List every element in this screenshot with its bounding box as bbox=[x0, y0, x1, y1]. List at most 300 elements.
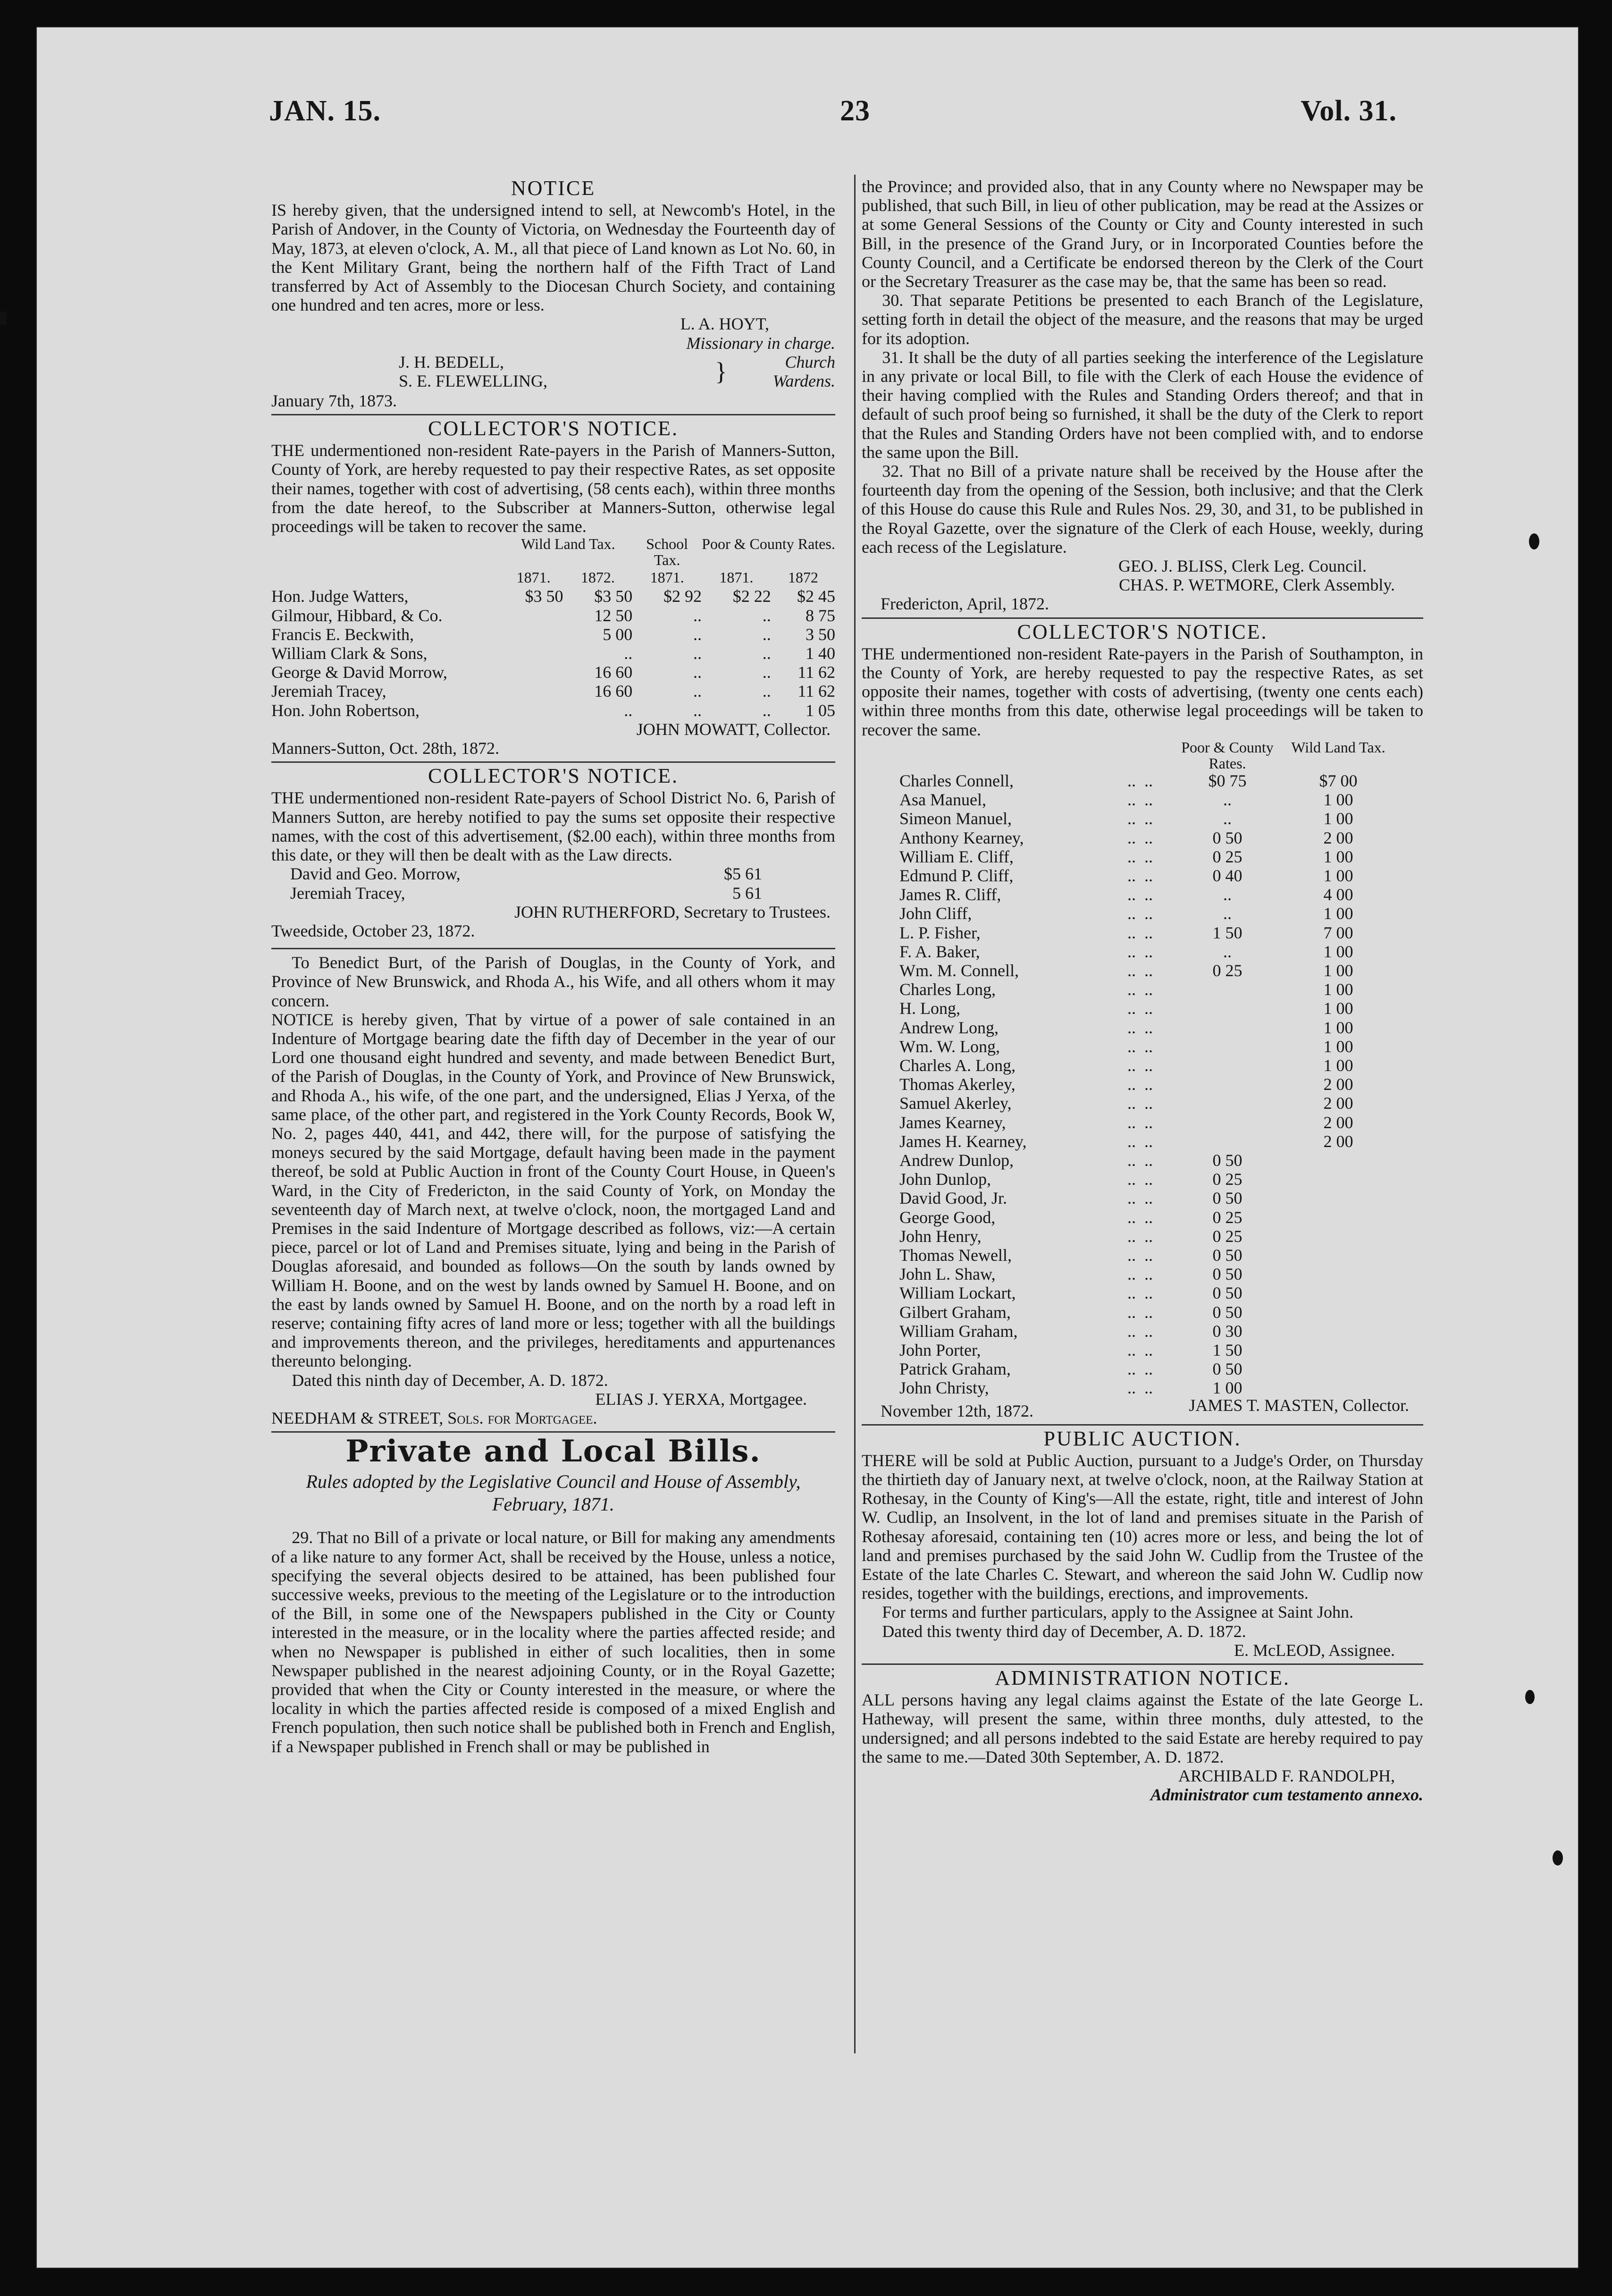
rate-cell: 11 62 bbox=[798, 663, 835, 682]
notice-title: COLLECTOR'S NOTICE. bbox=[1017, 620, 1268, 643]
table-row bbox=[271, 606, 835, 625]
table-row bbox=[271, 682, 835, 701]
rate-cell: .. bbox=[693, 701, 702, 720]
leader-dots: .. .. bbox=[1127, 1340, 1153, 1359]
ratepayer-name: Simeon Manuel, bbox=[899, 809, 1012, 828]
table-row bbox=[862, 1341, 1423, 1359]
wild-land-cell: 1 00 bbox=[1323, 847, 1353, 866]
rate-cell: 16 60 bbox=[594, 682, 633, 701]
rate-cell: $3 50 bbox=[594, 587, 633, 606]
rate-cell: 5 00 bbox=[603, 625, 633, 644]
notice-body: THE undermentioned non-resident Rate-payers in the Parish of Manners-Sutton, County of York, are hereby requested to pay their respective Rates, as set opposite their names, together with cost of advertising, (58 cents each), within three months from the date hereof, to the Subscriber at Manners-Sutton, otherwise legal proceedings will be taken to recover the same. bbox=[271, 441, 835, 536]
poor-rate-cell: 0 25 bbox=[1212, 1170, 1243, 1189]
section-subtitle: Rules adopted by the Legislative Council and House of Assembly, February, 1871. bbox=[306, 1471, 801, 1515]
left-column bbox=[271, 177, 835, 1756]
rate-cell: .. bbox=[693, 644, 702, 663]
public-auction-notice bbox=[862, 1429, 1423, 1660]
ratepayer-name: William Clark & Sons, bbox=[271, 644, 428, 663]
rate-cell: .. bbox=[693, 625, 702, 644]
leader-dots: .. .. bbox=[1127, 1131, 1153, 1151]
page-header bbox=[269, 94, 1397, 151]
rate-cell: .. bbox=[693, 682, 702, 701]
poor-rate-cell: .. bbox=[1223, 904, 1232, 923]
leader-dots: .. .. bbox=[1127, 1189, 1153, 1208]
ratepayer-name: Andrew Dunlop, bbox=[899, 1150, 1014, 1170]
ink-spot bbox=[1553, 1850, 1563, 1866]
leader-dots: .. .. bbox=[1127, 904, 1153, 923]
ratepayer-name: George & David Morrow, bbox=[271, 663, 447, 682]
wild-land-cell: 2 00 bbox=[1323, 1075, 1353, 1094]
wild-land-cell bbox=[1286, 1378, 1390, 1397]
poor-rate-cell: 0 50 bbox=[1212, 828, 1243, 847]
table-row bbox=[862, 904, 1423, 923]
header-page-number: 23 bbox=[840, 95, 870, 127]
leader-dots: .. .. bbox=[1127, 885, 1153, 904]
ratepayer-name: William Graham, bbox=[899, 1321, 1018, 1341]
table-row bbox=[271, 625, 835, 644]
table-row bbox=[862, 1283, 1423, 1302]
leader-dots: .. .. bbox=[1127, 847, 1153, 866]
collector-notice-southampton bbox=[862, 620, 1423, 1420]
ratepayer-name: John Henry, bbox=[899, 1226, 982, 1246]
wild-land-cell: $7 00 bbox=[1319, 771, 1358, 790]
rate-cell bbox=[504, 682, 563, 701]
table-row bbox=[862, 942, 1423, 961]
rate-cell: .. bbox=[762, 682, 771, 701]
rate-cell: .. bbox=[693, 606, 702, 625]
table-row bbox=[862, 1151, 1423, 1170]
table-row bbox=[862, 1227, 1423, 1246]
table-row bbox=[862, 1246, 1423, 1265]
rule-31: 31. It shall be the duty of all parties seeking the interference of the Legislature in any private or local Bill, to file with the Clerk of each House the evidence of their having complied with the Rules and Standing Orders thereof; and that in default of such proof being so furnished, it shall be the duty of the Clerk to report that the Rules and Standing Orders have not been complied with, and to endorse the same upon the Bill. bbox=[862, 347, 1423, 462]
rate-cell: 1 05 bbox=[806, 701, 835, 720]
mortgage-dated: Dated this ninth day of December, A. D. 1872. bbox=[292, 1370, 608, 1390]
year-cell: 1871. bbox=[516, 569, 551, 586]
rate-cell: .. bbox=[693, 663, 702, 682]
notice-title: COLLECTOR'S NOTICE. bbox=[428, 764, 679, 788]
header-date: JAN. 15. bbox=[269, 95, 381, 127]
table-row bbox=[862, 1265, 1423, 1283]
rules-date: Fredericton, April, 1872. bbox=[881, 594, 1049, 614]
table-row bbox=[862, 790, 1423, 809]
ratepayer-name: Wm. W. Long, bbox=[899, 1037, 1000, 1056]
wild-land-cell: 1 00 bbox=[1323, 790, 1353, 810]
poor-rate-cell bbox=[1168, 1037, 1286, 1056]
administrator-name: ARCHIBALD F. RANDOLPH, bbox=[1178, 1766, 1395, 1786]
table-row bbox=[862, 1359, 1423, 1378]
table-row bbox=[862, 1037, 1423, 1056]
rate-cell: 11 62 bbox=[798, 682, 835, 701]
ratepayer-name: James H. Kearney, bbox=[899, 1131, 1027, 1151]
rule-29: 29. That no Bill of a private or local nature, or Bill for making any amendments of a like nature to any former Act, shall be received by the House, unless a notice, specifying the several objects desired to be attained, has been published four successive weeks, previous to the meeting of the Legislature or to the introduction of the Bill, in some one of the Newspapers published in the City or County interested in the measure, or in the locality where the parties affected reside; and when no Newspaper is published in either of such localities, then in some Newspaper published in the nearest adjoining County, or in the Royal Gazette; provided that when the City or County interested in the measure, or where the locality in which the parties affected reside is composed of a mixed English and French population, then such notice shall be published both in French and English, if a Newspaper published in French shall or may be published in bbox=[271, 1528, 835, 1756]
rate-cell: .. bbox=[762, 644, 771, 663]
notice-body: IS hereby given, that the undersigned intend to sell, at Newcomb's Hotel, in the Parish of Andover, in the County of Victoria, on Wednesday the Fourteenth day of May, 1873, at eleven o'clock, A. M., all that piece of Land known as Lot No. 60, in the Kent Military Grant, being the northern half of the Fifth Tract of Land transferred by Act of Assembly to the Diocesan Church Society, and containing one hundred and ten acres, more or less. bbox=[271, 201, 835, 315]
table-row bbox=[862, 1056, 1423, 1075]
poor-rate-cell bbox=[1168, 999, 1286, 1018]
leader-dots: .. .. bbox=[1127, 1245, 1153, 1265]
poor-rate-cell: 0 50 bbox=[1212, 1359, 1243, 1379]
ratepayer-name: Charles A. Long, bbox=[899, 1055, 1016, 1075]
ratepayer-name: Gilmour, Hibbard, & Co. bbox=[271, 606, 443, 625]
table-row bbox=[862, 980, 1423, 999]
right-column bbox=[862, 177, 1423, 1804]
year-cell: 1872 bbox=[788, 569, 818, 586]
poor-rate-cell: 0 50 bbox=[1212, 1189, 1243, 1208]
section-title: Private and Local Bills. bbox=[345, 1434, 761, 1469]
wild-land-cell: 1 00 bbox=[1323, 1055, 1353, 1075]
ratepayer-name: James Kearney, bbox=[899, 1113, 1006, 1132]
wild-land-cell: 1 00 bbox=[1323, 1018, 1353, 1037]
leader-dots: .. .. bbox=[1127, 980, 1153, 999]
rule-29-continued: the Province; and provided also, that in any County where no Newspaper may be published, that such Bill, in lieu of other publication, may be read at the Assizes or at some General Sessions of the County or City and County interested in such Bill, in the presence of the Grand Jury, or in Incorporated Counties before the County Council, and a Certificate be endorsed thereon by the Clerk of the Court or the Secretary Treasurer as the case may be, that the same has been so read. bbox=[862, 177, 1423, 291]
ratepayer-name: Thomas Akerley, bbox=[899, 1075, 1016, 1094]
rate-cell: .. bbox=[762, 625, 771, 644]
rates-table bbox=[290, 864, 762, 902]
table-row bbox=[862, 1208, 1423, 1227]
year-cell: 1871. bbox=[650, 569, 684, 586]
ratepayer-name: Jeremiah Tracey, bbox=[271, 682, 386, 701]
notice-date: Tweedside, October 23, 1872. bbox=[271, 921, 475, 940]
wild-land-cell bbox=[1286, 1208, 1390, 1227]
rate-cell: $2 22 bbox=[732, 587, 771, 606]
col-head-wild-land: Wild Land Tax. bbox=[521, 535, 615, 553]
rate-cell: 12 50 bbox=[594, 606, 633, 625]
administrator-title: Administrator cum testamento annexo. bbox=[1150, 1785, 1423, 1805]
signature-bedell: J. H. BEDELL, bbox=[399, 352, 504, 371]
col-head-poor-county: Poor & County Rates. bbox=[1181, 738, 1274, 772]
poor-rate-cell bbox=[1168, 1018, 1286, 1037]
poor-rate-cell: 0 30 bbox=[1212, 1321, 1243, 1341]
wardens-block bbox=[271, 353, 835, 391]
leader-dots: .. .. bbox=[1127, 1207, 1153, 1227]
ratepayer-name: George Good, bbox=[899, 1207, 996, 1227]
wild-land-cell: 2 00 bbox=[1323, 1113, 1353, 1132]
leader-dots: .. .. bbox=[1127, 1226, 1153, 1246]
rate-cell bbox=[504, 606, 563, 625]
ratepayer-name: Wm. M. Connell, bbox=[899, 961, 1019, 980]
poor-rate-cell: 0 50 bbox=[1212, 1302, 1243, 1322]
leader-dots: .. .. bbox=[1127, 866, 1153, 885]
notice-body: THE undermentioned non-resident Rate-payers in the Parish of Southampton, in the County of York, are hereby requested to pay the respective Rates, as set opposite their names, together with costs of advertising, (twenty one cents each) within three months from this date, otherwise legal proceedings will be taken to recover the same. bbox=[862, 644, 1423, 739]
notice-date: Manners-Sutton, Oct. 28th, 1872. bbox=[271, 739, 499, 758]
rate-cell: .. bbox=[624, 644, 633, 663]
wild-land-cell bbox=[1286, 1151, 1390, 1170]
wild-land-cell: 4 00 bbox=[1323, 885, 1353, 904]
signature-hoyt-role: Missionary in charge. bbox=[686, 333, 835, 353]
table-row bbox=[862, 771, 1423, 790]
table-row bbox=[862, 999, 1423, 1018]
leader-dots: .. .. bbox=[1127, 790, 1153, 810]
collector-notice-manners-sutton bbox=[271, 419, 835, 758]
divider bbox=[271, 1431, 835, 1433]
poor-rate-cell: $0 75 bbox=[1208, 771, 1247, 790]
notice-date: November 12th, 1872. bbox=[881, 1401, 1033, 1420]
ink-spot bbox=[1525, 1690, 1535, 1704]
notice-body: THE undermentioned non-resident Rate-payers of School District No. 6, Parish of Manners Sutton, are hereby notified to pay the sums set opposite their respective names, with the cost of this advertisement, ($2.00 each), within three months from this date, or they will then be dealt with as the Law directs. bbox=[271, 788, 835, 865]
leader-dots: .. .. bbox=[1127, 1302, 1153, 1322]
ratepayer-name: David and Geo. Morrow, bbox=[290, 864, 461, 884]
southampton-rates-table bbox=[862, 739, 1423, 1398]
rate-cell: .. bbox=[762, 701, 771, 720]
signature-hoyt: L. A. HOYT, bbox=[680, 314, 769, 334]
ratepayer-name: Samuel Akerley, bbox=[899, 1094, 1012, 1113]
notice-title: PUBLIC AUCTION. bbox=[1043, 1427, 1242, 1450]
year-cell: 1872. bbox=[580, 569, 615, 586]
table-row bbox=[271, 701, 835, 720]
solicitors-line: NEEDHAM & STREET, Sols. for Mortgagee. bbox=[271, 1408, 597, 1427]
ratepayer-name: David Good, Jr. bbox=[899, 1189, 1007, 1208]
ratepayer-name: L. P. Fisher, bbox=[899, 923, 981, 942]
table-row bbox=[862, 1378, 1423, 1397]
rates-table bbox=[271, 536, 835, 720]
leader-dots: .. .. bbox=[1127, 809, 1153, 828]
mortgage-sale-notice bbox=[271, 953, 835, 1427]
wild-land-cell: 1 00 bbox=[1323, 961, 1353, 980]
wild-land-cell bbox=[1286, 1265, 1390, 1283]
collector-signature: JAMES T. MASTEN, Collector. bbox=[1189, 1395, 1409, 1415]
notice-land-sale bbox=[271, 179, 835, 410]
table-row bbox=[862, 1018, 1423, 1037]
wild-land-cell: 2 00 bbox=[1323, 828, 1353, 847]
signature-bliss: GEO. J. BLISS, Clerk Leg. Council. bbox=[1118, 557, 1367, 576]
poor-rate-cell: 0 25 bbox=[1212, 1226, 1243, 1246]
leader-dots: .. .. bbox=[1127, 923, 1153, 942]
table-row bbox=[271, 644, 835, 663]
poor-rate-cell: 1 50 bbox=[1212, 923, 1243, 942]
leader-dots: .. .. bbox=[1127, 961, 1153, 980]
notice-date: January 7th, 1873. bbox=[271, 391, 397, 410]
wild-land-cell: 2 00 bbox=[1323, 1131, 1353, 1151]
ratepayer-name: Jeremiah Tracey, bbox=[290, 883, 405, 903]
leader-dots: .. .. bbox=[1127, 1283, 1153, 1303]
rate-cell bbox=[504, 663, 563, 682]
rate-cell: $2 92 bbox=[663, 587, 702, 606]
ratepayer-name: Charles Connell, bbox=[899, 771, 1014, 790]
ratepayer-name: James R. Cliff, bbox=[899, 885, 1001, 904]
table-row bbox=[862, 828, 1423, 847]
leader-dots: .. .. bbox=[1127, 942, 1153, 961]
table-row bbox=[271, 663, 835, 682]
table-row bbox=[862, 1113, 1423, 1132]
ratepayer-name: John Christy, bbox=[899, 1378, 989, 1398]
rate-cell: 3 50 bbox=[806, 625, 835, 644]
ratepayer-name: Hon. Judge Watters, bbox=[271, 587, 409, 606]
leader-dots: .. .. bbox=[1127, 1378, 1153, 1398]
table-row bbox=[862, 923, 1423, 942]
auction-body: THERE will be sold at Public Auction, pursuant to a Judge's Order, on Thursday the thirtieth day of January next, at twelve o'clock, noon, at the Railway Station at Rothesay, in the County of King's—All the estate, right, title and interest of John W. Cudlip, an Insolvent, in the lot of land and premises situate in the Parish of Rothesay aforesaid, containing ten (10) acres more or less, and being the lot of land and premises purchased by the said John W. Cudlip from the Trustee of the Estate of the late Charles C. Stewart, and whereon the said John W. Cudlip now resides, together with the buildings, erections, and improvements. bbox=[862, 1451, 1423, 1603]
rate-cell: $5 61 bbox=[724, 864, 762, 884]
table-row bbox=[290, 864, 762, 883]
table-row bbox=[862, 866, 1423, 885]
table-row bbox=[862, 885, 1423, 904]
leader-dots: .. .. bbox=[1127, 1265, 1153, 1284]
leader-dots: .. .. bbox=[1127, 1113, 1153, 1132]
notice-title: ADMINISTRATION NOTICE. bbox=[995, 1666, 1290, 1690]
wild-land-cell bbox=[1286, 1359, 1390, 1378]
divider bbox=[862, 617, 1423, 619]
poor-rate-cell: 0 50 bbox=[1212, 1245, 1243, 1265]
poor-rate-cell: .. bbox=[1223, 790, 1232, 810]
ratepayer-name: Charles Long, bbox=[899, 980, 996, 999]
poor-rate-cell: 0 25 bbox=[1212, 847, 1243, 866]
ratepayer-name: Thomas Newell, bbox=[899, 1245, 1012, 1265]
ratepayer-name: Patrick Graham, bbox=[899, 1359, 1011, 1379]
wild-land-cell: 1 00 bbox=[1323, 904, 1353, 923]
private-local-bills bbox=[271, 1434, 835, 1756]
wild-land-cell: 1 00 bbox=[1323, 1037, 1353, 1056]
leader-dots: .. .. bbox=[1127, 771, 1153, 790]
poor-rate-cell: .. bbox=[1223, 942, 1232, 961]
notice-title: COLLECTOR'S NOTICE. bbox=[428, 417, 679, 440]
poor-rate-cell: 0 40 bbox=[1212, 866, 1243, 885]
table-row bbox=[290, 884, 762, 903]
ratepayer-name: William Lockart, bbox=[899, 1283, 1016, 1303]
role-wardens: Wardens. bbox=[772, 371, 835, 390]
ratepayer-name: Andrew Long, bbox=[899, 1018, 999, 1037]
table-row bbox=[862, 1189, 1423, 1207]
ratepayer-name: Francis E. Beckwith, bbox=[271, 625, 414, 644]
table-row bbox=[862, 1075, 1423, 1094]
table-row bbox=[862, 847, 1423, 866]
leader-dots: .. .. bbox=[1127, 1150, 1153, 1170]
table-row bbox=[862, 1170, 1423, 1189]
poor-rate-cell: .. bbox=[1223, 809, 1232, 828]
leader-dots: .. .. bbox=[1127, 1321, 1153, 1341]
col-head-wild-land: Wild Land Tax. bbox=[1291, 738, 1385, 756]
secretary-signature: JOHN RUTHERFORD, Secretary to Trustees. bbox=[514, 902, 831, 921]
auction-dated: Dated this twenty third day of December, A. D. 1872. bbox=[882, 1621, 1246, 1641]
table-row bbox=[271, 587, 835, 606]
notice-footer bbox=[862, 1395, 1423, 1420]
col-head-poor-county: Poor & County Rates. bbox=[702, 535, 835, 553]
ratepayer-name: Anthony Kearney, bbox=[899, 828, 1024, 847]
poor-rate-cell bbox=[1168, 1113, 1286, 1132]
col-head-school: School Tax. bbox=[646, 535, 688, 569]
divider bbox=[271, 761, 835, 763]
ratepayer-name: Hon. John Robertson, bbox=[271, 701, 420, 720]
column-divider bbox=[854, 175, 856, 2053]
leader-dots: .. .. bbox=[1127, 1359, 1153, 1379]
wild-land-cell: 1 00 bbox=[1323, 809, 1353, 828]
poor-rate-cell bbox=[1168, 1075, 1286, 1094]
year-cell: 1871. bbox=[719, 569, 754, 586]
table-row bbox=[862, 1094, 1423, 1113]
rate-cell: $2 45 bbox=[797, 587, 835, 606]
signature-flewelling: S. E. FLEWELLING, bbox=[399, 371, 547, 390]
table-row bbox=[862, 1303, 1423, 1322]
wild-land-cell bbox=[1286, 1303, 1390, 1322]
leader-dots: .. .. bbox=[1127, 828, 1153, 847]
wild-land-cell: 7 00 bbox=[1323, 923, 1353, 942]
rate-cell: $3 50 bbox=[525, 587, 563, 606]
ratepayer-name: John Cliff, bbox=[899, 904, 972, 923]
mortgage-body: NOTICE is hereby given, That by virtue of a power of sale contained in an Indenture of Mortgage bearing date the fifth day of December in the year of our Lord one thousand eight hundred and seventy, and made between Benedict Burt, of the Parish of Douglas, in the County of York, and Province of New Brunswick, and Rhoda A., his wife, of the one part, and the undersigned, Elias J Yerxa, of the same place, of the other part, and registered in the York County Records, Book W, No. 2, pages 440, 441, and 442, there will, for the purpose of satisfying the moneys secured by the said Mortgage, default having been made in the payment thereof, be sold at Public Auction in front of the County Court House, in Queen's Ward, in the City of Fredericton, in the said County of York, on Monday the seventeenth day of March next, at twelve o'clock, noon, the mortgaged Land and Premises in the said Indenture of Mortgage described as follows, viz:—A certain piece, parcel or lot of Land and Premises situate, lying and being in the Parish of Douglas aforesaid, and bounded as follows—On the south by lands owned by William H. Boone, and on the west by lands owned by Samuel H. Boone, and on the east by lands owned by Samuel H. Boone, and on the north by a road left in reserve; containing fifty acres of land more or less; together with all the buildings and improvements thereon, and the privileges, hereditaments and appurtenances thereunto belonging. bbox=[271, 1010, 835, 1371]
wild-land-cell: 1 00 bbox=[1323, 866, 1353, 885]
rate-cell bbox=[504, 644, 563, 663]
notice-title: NOTICE bbox=[511, 177, 596, 200]
collector-notice-school-district bbox=[271, 764, 835, 940]
rule-32: 32. That no Bill of a private nature shall be received by the House after the fourteenth day from the opening of the Session, both inclusive; and that the Clerk of this House do cause this Rule and Rules Nos. 29, 30, and 31, to be published in the Royal Gazette, over the signature of the Clerk of each House, weekly, during each recess of the Legislature. bbox=[862, 462, 1423, 557]
ratepayer-name: Edmund P. Cliff, bbox=[899, 866, 1014, 885]
poor-rate-cell: 0 25 bbox=[1212, 961, 1243, 980]
divider bbox=[862, 1663, 1423, 1665]
leader-dots: .. .. bbox=[1127, 1170, 1153, 1189]
wild-land-cell bbox=[1286, 1246, 1390, 1265]
table-row bbox=[862, 1322, 1423, 1341]
leader-dots: .. .. bbox=[1127, 1094, 1153, 1113]
rate-cell: .. bbox=[624, 701, 633, 720]
wild-land-cell bbox=[1286, 1189, 1390, 1207]
ink-spot bbox=[0, 312, 7, 325]
poor-rate-cell bbox=[1168, 980, 1286, 999]
ratepayer-name: F. A. Baker, bbox=[899, 942, 980, 961]
ratepayer-name: John Porter, bbox=[899, 1340, 981, 1359]
wild-land-cell bbox=[1286, 1170, 1390, 1189]
assignee-signature: E. McLEOD, Assignee. bbox=[1234, 1640, 1395, 1660]
mortgage-intro: To Benedict Burt, of the Parish of Douglas, in the County of York, and Province of New Brunswick, and Rhoda A., his Wife, and all others whom it may concern. bbox=[271, 953, 835, 1010]
leader-dots: .. .. bbox=[1127, 1075, 1153, 1094]
wild-land-cell bbox=[1286, 1341, 1390, 1359]
poor-rate-cell: 1 50 bbox=[1212, 1340, 1243, 1359]
rate-cell: .. bbox=[762, 663, 771, 682]
table-row bbox=[862, 1132, 1423, 1151]
poor-rate-cell bbox=[1168, 1056, 1286, 1075]
poor-rate-cell: 0 50 bbox=[1212, 1150, 1243, 1170]
auction-terms: For terms and further particulars, apply to the Assignee at Saint John. bbox=[882, 1603, 1353, 1622]
ratepayer-name: John L. Shaw, bbox=[899, 1265, 996, 1284]
rate-cell: 8 75 bbox=[806, 606, 835, 625]
header-volume: Vol. 31. bbox=[1301, 95, 1397, 127]
divider bbox=[271, 948, 835, 949]
wild-land-cell bbox=[1286, 1322, 1390, 1341]
brace-glyph: } bbox=[715, 357, 727, 386]
rate-cell bbox=[504, 701, 563, 720]
poor-rate-cell: .. bbox=[1223, 885, 1232, 904]
table-row bbox=[862, 809, 1423, 828]
wild-land-cell: 1 00 bbox=[1323, 999, 1353, 1018]
wild-land-cell: 1 00 bbox=[1323, 942, 1353, 961]
rate-cell: 16 60 bbox=[594, 663, 633, 682]
ratepayer-name: Asa Manuel, bbox=[899, 790, 986, 810]
poor-rate-cell bbox=[1168, 1094, 1286, 1113]
ratepayer-name: William E. Cliff, bbox=[899, 847, 1014, 866]
poor-rate-cell: 1 00 bbox=[1212, 1378, 1243, 1398]
wild-land-cell bbox=[1286, 1283, 1390, 1302]
leader-dots: .. .. bbox=[1127, 999, 1153, 1018]
wild-land-cell bbox=[1286, 1227, 1390, 1246]
rate-cell: 5 61 bbox=[732, 883, 762, 903]
ratepayer-name: John Dunlop, bbox=[899, 1170, 991, 1189]
ratepayer-name: H. Long, bbox=[899, 999, 960, 1018]
divider bbox=[862, 1424, 1423, 1426]
role-church: Church bbox=[785, 352, 835, 371]
poor-rate-cell bbox=[1168, 1132, 1286, 1151]
divider bbox=[271, 414, 835, 415]
mortgagee-signature: ELIAS J. YERXA, Mortgagee. bbox=[595, 1389, 807, 1409]
rate-cell: 1 40 bbox=[806, 644, 835, 663]
admin-body: ALL persons having any legal claims against the Estate of the late George L. Hatheway, will present the same, within three months, duly attested, to the undersigned; and all persons indebted to the said Estate are hereby required to pay the same to me.—Dated 30th September, A. D. 1872. bbox=[862, 1690, 1423, 1766]
rate-cell: .. bbox=[762, 606, 771, 625]
collector-signature: JOHN MOWATT, Collector. bbox=[636, 719, 831, 739]
wild-land-cell: 1 00 bbox=[1323, 980, 1353, 999]
administration-notice bbox=[862, 1666, 1423, 1805]
wild-land-cell: 2 00 bbox=[1323, 1094, 1353, 1113]
signature-wetmore: CHAS. P. WETMORE, Clerk Assembly. bbox=[1118, 575, 1395, 595]
ratepayer-name: Gilbert Graham, bbox=[899, 1302, 1011, 1322]
rule-30: 30. That separate Petitions be presented to each Branch of the Legislature, setting forth in detail the object of the measure, and the reasons that may be urged for its adoption. bbox=[862, 291, 1423, 348]
leader-dots: .. .. bbox=[1127, 1037, 1153, 1056]
rate-cell bbox=[504, 625, 563, 644]
